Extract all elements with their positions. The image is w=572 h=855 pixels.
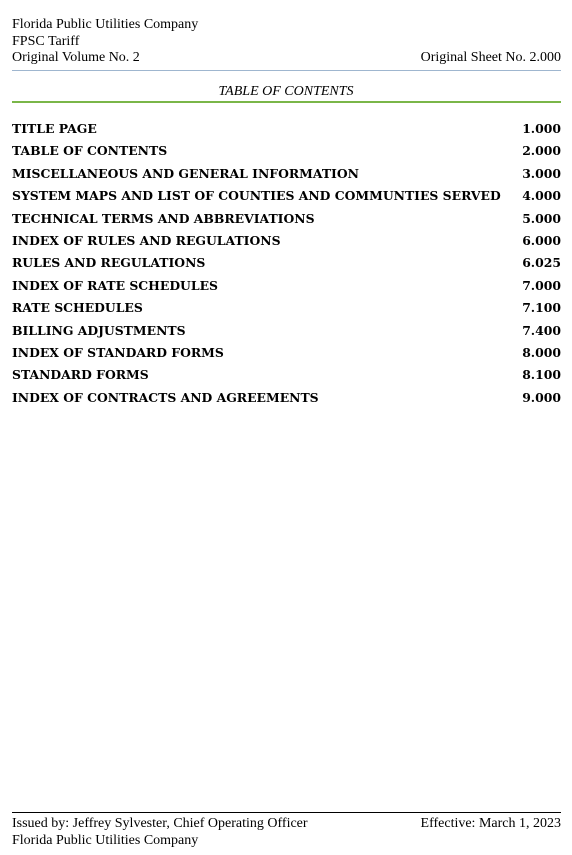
page-header [12, 17, 561, 67]
footer-issued-by: Issued by: Jeffrey Sylvester, Chief Operating Officer [12, 816, 308, 831]
header-sheet-number: Original Sheet No. 2.000 [420, 50, 561, 65]
toc-row [12, 275, 561, 297]
header-volume: Original Volume No. 2 [12, 50, 140, 65]
toc-entry-label: STANDARD FORMS [12, 367, 149, 383]
footer-company: Florida Public Utilities Company [12, 833, 199, 848]
toc-row [12, 320, 561, 342]
toc-row [12, 252, 561, 274]
toc-entry-sheet: 2.000 [522, 143, 561, 159]
toc-row [12, 230, 561, 252]
toc-entry-sheet: 8.100 [522, 367, 561, 383]
header-divider [12, 70, 561, 71]
toc-entry-sheet: 6.000 [522, 232, 561, 248]
toc-entry-label: INDEX OF STANDARD FORMS [12, 344, 224, 360]
page-footer [12, 815, 561, 849]
toc-row [12, 297, 561, 319]
toc-row [12, 342, 561, 364]
toc-row [12, 140, 561, 162]
toc-entry-sheet: 3.000 [522, 165, 561, 181]
toc-row [12, 185, 561, 207]
toc-entry-sheet: 7.000 [522, 277, 561, 293]
toc-row [12, 163, 561, 185]
footer-divider [12, 812, 561, 813]
toc-entry-sheet: 9.000 [522, 389, 561, 405]
toc-entry-label: INDEX OF RATE SCHEDULES [12, 277, 218, 293]
header-company: Florida Public Utilities Company [12, 17, 199, 32]
toc-entry-label: TITLE PAGE [12, 121, 97, 136]
toc-row [12, 364, 561, 386]
toc-entry-label: TABLE OF CONTENTS [12, 143, 168, 159]
toc-entry-label: TECHNICAL TERMS AND ABBREVIATIONS [12, 210, 315, 226]
toc-entry-sheet: 6.025 [522, 255, 561, 271]
title-divider [12, 101, 561, 103]
toc-row [12, 208, 561, 230]
toc-entry-label: BILLING ADJUSTMENTS [12, 322, 186, 338]
toc-entry-sheet: 8.000 [522, 344, 561, 360]
toc-entry-label: MISCELLANEOUS AND GENERAL INFORMATION [12, 165, 359, 181]
table-of-contents [12, 118, 561, 409]
toc-entry-label: SYSTEM MAPS AND LIST OF COUNTIES AND COMMUNTIES SERVED [12, 188, 501, 204]
toc-entry-sheet: 7.400 [522, 322, 561, 338]
toc-row [12, 118, 561, 140]
toc-entry-label: INDEX OF RULES AND REGULATIONS [12, 232, 281, 248]
toc-entry-label: INDEX OF CONTRACTS AND AGREEMENTS [12, 389, 319, 405]
toc-row [12, 387, 561, 409]
toc-entry-label: RULES AND REGULATIONS [12, 255, 206, 271]
toc-entry-sheet: 4.000 [522, 188, 561, 204]
toc-entry-sheet: 5.000 [522, 210, 561, 226]
header-tariff: FPSC Tariff [12, 33, 80, 49]
footer-effective-date: Effective: March 1, 2023 [420, 816, 561, 831]
page-title: TABLE OF CONTENTS [218, 84, 354, 99]
header-volume-row [12, 50, 561, 67]
footer-issued-row [12, 815, 561, 832]
toc-entry-label: RATE SCHEDULES [12, 300, 143, 316]
toc-entry-sheet: 1.000 [522, 121, 561, 136]
toc-entry-sheet: 7.100 [522, 300, 561, 316]
